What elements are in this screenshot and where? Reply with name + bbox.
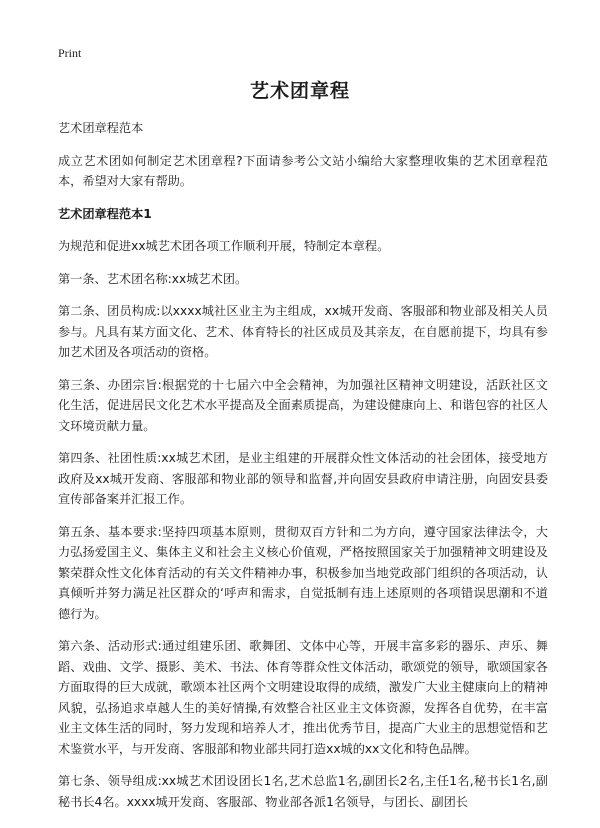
body-paragraph: 第四条、社团性质:xx城艺术团，是业主组建的开展群众性文体活动的社会团体，接受地方政府及xx城开发商、客服部和物业部的领导和监督,并向固安县政府申请注册，向固安县委宣传部备案并汇报工作。	[58, 451, 548, 506]
body-paragraph: 第六条、活动形式:通过组建乐团、歌舞团、文体中心等，开展丰富多彩的器乐、声乐、舞蹈、戏曲、文学、摄影、美术、书法、体育等群众性文体活动，歌颂党的领导，歌颂国家各方面取得的巨大成就，歌颂本社区两个文明建设取得的成绩，激发广大业主健康向上的精神风貌，弘扬追求卓越人生的美好情操,有效整合社区业主文体资源，发挥各自优势，在丰富业主文体生活的同时，努力发现和培养人才，推出优秀节目，提高广大业主的思想觉悟和艺术鉴赏水平，与开发商、客服部和物业部共同打造xx城的xx文化和特色品牌。	[58, 639, 548, 756]
body-paragraph: 第五条、基本要求:坚持四项基本原则，贯彻双百方针和二为方向，遵守国家法律法令，大力弘扬爱国主义、集体主义和社会主义核心价值观，严格按照国家关于加强精神文明建设及繁荣群众性文化体育活动的有关文件精神办事，积极参加当地党政部门组织的各项活动，认真倾听并努力满足社区群众的‘呼声和需求，自觉抵制有违上述原则的各项错误思潮和不道德行为。	[58, 524, 548, 621]
body-paragraph: 第一条、艺术团名称:xx城艺术团。	[58, 271, 248, 286]
body-paragraph: 为规范和促进xx城艺术团各项工作顺利开展，特制定本章程。	[58, 239, 390, 253]
body-paragraph: 第三条、办团宗旨:根据党的十七届六中全会精神，为加强社区精神文明建设，活跃社区文化生活，促进居民文化艺术水平提高及全面素质提高，为建设健康向上、和谐包容的社区人文环境贡献力量。	[58, 377, 548, 433]
intro-paragraph: 成立艺术团如何制定艺术团章程?下面请参考公文站小编给大家整理收集的艺术团章程范本，希望对大家有帮助。	[58, 153, 548, 188]
print-link[interactable]: Print	[58, 46, 82, 60]
document-subtitle: 艺术团章程范本	[58, 121, 144, 135]
section-heading: 艺术团章程范本1	[58, 206, 152, 221]
document-body	[58, 118, 548, 824]
body-paragraph: 第二条、团员构成:以xxxx城社区业主为主组成，xx城开发商、客服部和物业部及相关人员参与。凡具有某方面文化、艺术、体育特长的社区成员及其亲友，在自愿前提下，均具有参加艺术团及各项活动的资格。	[58, 304, 548, 359]
document-title: 艺术团章程	[249, 80, 350, 102]
body-paragraph: 第七条、领导组成:xx城艺术团设团长1名,艺术总监1名,副团长2名,主任1名,秘书长1名,副秘书长4名。xxxx城开发商、客服部、物业部各派1名领导，与团长、副团长	[58, 774, 548, 809]
